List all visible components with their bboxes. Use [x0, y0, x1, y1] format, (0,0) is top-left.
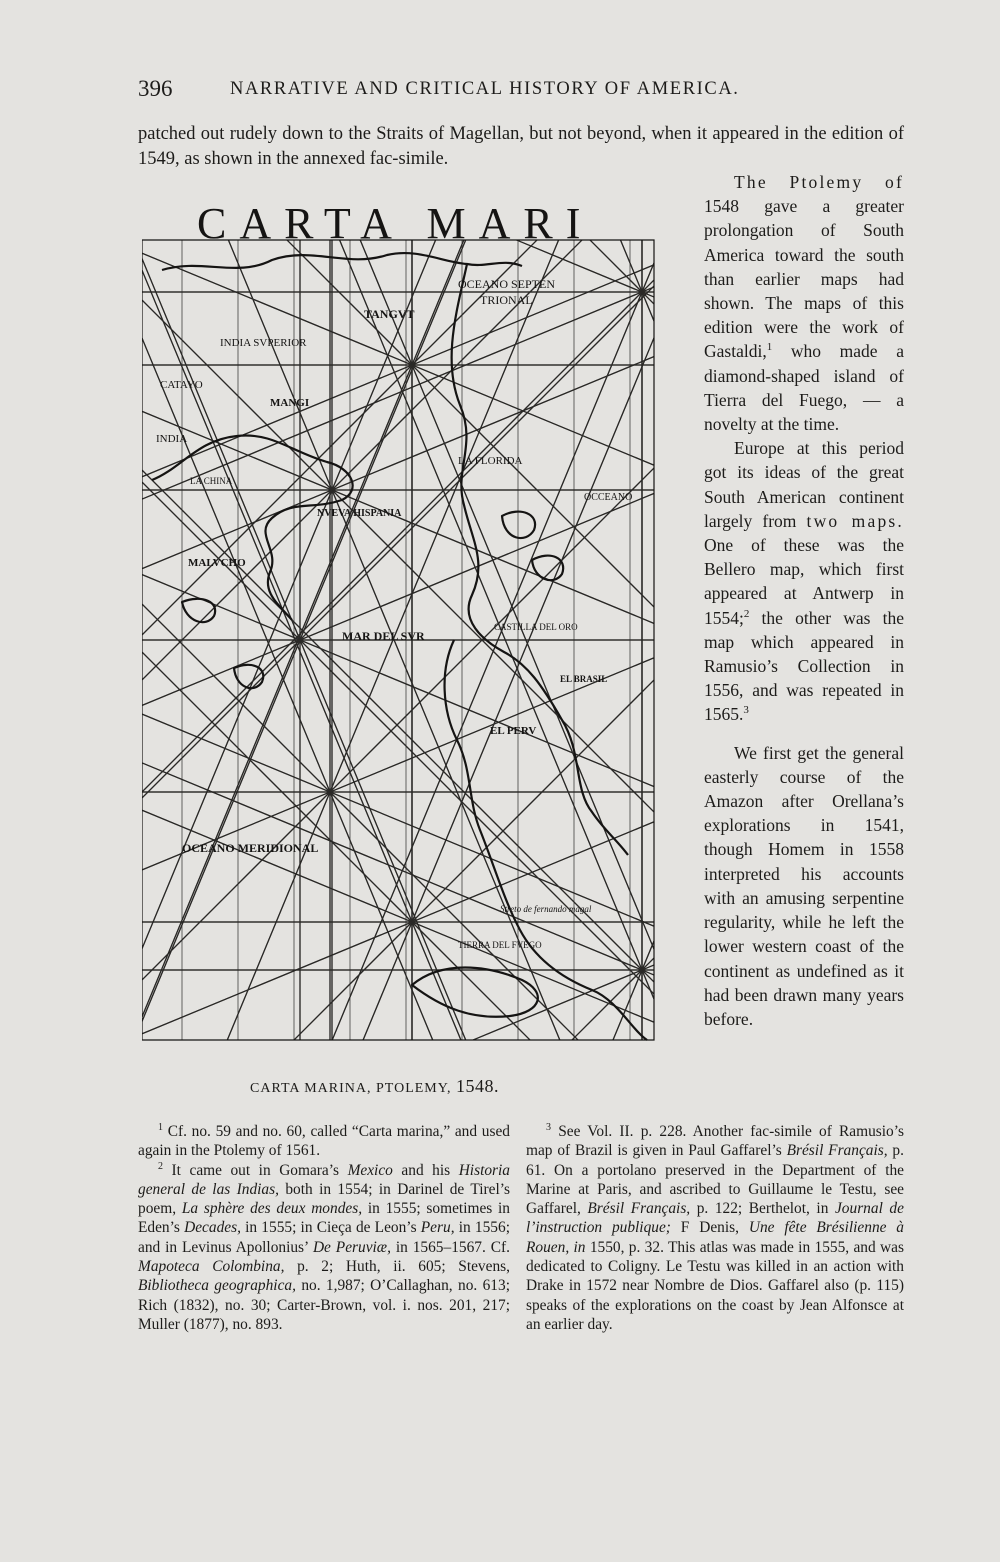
side-p1-text: 1548 gave a greater prolongation of South America toward the south than earlier maps had shown. The maps of this edition were the work of Gastaldi,: [704, 196, 904, 362]
carta-marina-map: [142, 200, 662, 1070]
side-p2-text-b: One of these was the Bellero map, which first appeared at Antwerp in 1554;: [704, 535, 904, 628]
side-p2-text: Europe at this period got its ideas of the great South American continent largely from: [704, 438, 904, 531]
footnote-3: [526, 1122, 904, 1334]
map-label: TANGVT: [364, 307, 415, 321]
footnote-title: Bibliotheca geographica,: [138, 1277, 296, 1295]
rhumb-line: [294, 680, 654, 1040]
page-number: 396: [138, 76, 173, 101]
footnote-text: and his: [401, 1161, 451, 1179]
side-p1-text-end: who made a diamond-shaped island of Tierra del Fuego, — a novelty at the time.: [704, 341, 904, 435]
running-title: NARRATIVE AND CRITICAL HISTORY OF AMERICA.: [230, 79, 740, 99]
rhumb-line: [142, 763, 654, 975]
figure-caption: [250, 1076, 499, 1097]
footnote-number: 2: [158, 1160, 163, 1172]
island-coast: [182, 599, 215, 622]
footnote-text: p. 2; Huth, ii. 605; Stevens,: [297, 1258, 510, 1276]
footnote-ref[interactable]: 2: [743, 607, 750, 620]
footnote-2: [138, 1161, 510, 1335]
footnote-title: Mapoteca Colombina,: [138, 1258, 285, 1276]
map-label: LA FLORIDA: [458, 455, 523, 467]
footnote-title: Decades,: [184, 1219, 241, 1237]
footnote-text: It came out in Gomara’s: [171, 1161, 340, 1179]
footnote-title: Une fête Brésilienne à Rouen, in: [526, 1219, 905, 1256]
footnote-title: Historia general de las Indias,: [138, 1161, 510, 1198]
footnote-text: no. 1,987; O’Callaghan, no. 613; Rich (1832), no. 30; Carter-Brown, vol. i. nos. 201, 217; Muller (1877), no. 893.: [138, 1277, 510, 1333]
footnote-number: 1: [158, 1121, 163, 1133]
rhumb-line: [142, 357, 654, 569]
map-label: Streto de fernando magal: [500, 904, 592, 914]
footnote-title: La sphère des deux mondes,: [181, 1200, 363, 1218]
footnote-ref[interactable]: 3: [743, 704, 749, 717]
rhumb-line: [142, 253, 654, 465]
north-america-coastline: [452, 264, 628, 855]
footnote-number: 3: [546, 1121, 551, 1133]
footnote-1: [138, 1122, 510, 1161]
map-label: NVEVA HISPANIA: [317, 508, 402, 519]
map-label: EL BRASIL: [560, 674, 608, 684]
rhumb-line: [142, 286, 654, 798]
side-p2-text-c: the other was the map which appeared in Ramusio’s Collection in 1556, and was repeated in 1565.: [704, 607, 904, 725]
map-label: MANGI: [270, 397, 310, 409]
rhumb-line: [340, 240, 654, 999]
north-coastline: [162, 253, 522, 270]
footnote-text: p. 122; Berthelot, in: [696, 1200, 829, 1218]
rhumb-line: [142, 280, 654, 792]
island-coast: [502, 512, 535, 538]
footnote-title: Brésil Français,: [587, 1200, 691, 1218]
footnote-title: Journal de l’instruction publique;: [526, 1200, 904, 1237]
footnotes-right: [526, 1122, 904, 1334]
footnote-text: F Denis,: [680, 1219, 739, 1237]
rhumb-line: [360, 240, 654, 949]
footnote-text: 1550, p. 32. This atlas was made in 1555, and was dedicated to Coligny. Le Testu was killed in an action with Drake in 1572 near Nombre de Dios. Gaffarel also (p. 115) speaks of the explorations on the coast by Jean Alfonsce at an earlier day.: [526, 1238, 904, 1333]
map-label: INDIA: [156, 433, 188, 445]
rhumb-line: [590, 240, 654, 304]
map-label: OCEANO MERIDIONAL: [182, 841, 319, 855]
map-label: EL PERV: [490, 725, 537, 737]
side-p1-lead: The Ptolemy of: [734, 172, 904, 192]
footnote-text: p. 61. On a portolano preserved in the Department of the Marine at Paris, and ascribed to Guillaume le Testu, see Gaffarel,: [526, 1142, 904, 1218]
rhumb-line: [332, 263, 654, 1040]
map-label: OCEANO SEPTEN: [458, 277, 556, 291]
map-title: CARTA MARI: [197, 200, 594, 248]
footnote-text: Cf. no. 59 and no. 60, called “Carta marina,” and used again in the Ptolemy of 1561.: [138, 1123, 510, 1160]
map-label: OCCEANO: [584, 492, 633, 503]
footnote-ref[interactable]: 1: [766, 341, 773, 354]
footnotes-left: [138, 1122, 510, 1334]
footnote-title: Mexico: [347, 1161, 393, 1179]
map-label: INDIA SVPERIOR: [220, 337, 307, 349]
rhumb-line: [287, 240, 654, 607]
rhumb-line: [142, 714, 654, 926]
rhumb-line: [142, 300, 654, 812]
map-label: TIERRA DEL FVEGO: [458, 940, 542, 950]
side-p2-tracked: two maps.: [806, 510, 904, 531]
map-label: LA CHINA: [190, 476, 233, 486]
rhumb-line: [613, 941, 654, 1040]
caption-year: 1548.: [456, 1076, 500, 1096]
map-figure: [142, 200, 662, 1070]
side-column: [704, 170, 904, 1031]
footnote-text: in 1555; in Cieça de Leon’s: [245, 1219, 417, 1237]
rhumb-line: [142, 259, 466, 1040]
footnote-title: De Peruviæ,: [312, 1238, 391, 1256]
footnote-text: in 1565–1567. Cf.: [395, 1238, 510, 1256]
intro-paragraph: patched out rudely down to the Straits of Magellan, but not beyond, when it appeared in the edition of 1549, as shown in the annexed fac-simile.: [138, 124, 904, 169]
map-label: CASTILLA DEL ORO: [494, 622, 578, 632]
footnote-text: both in 1554; in Darinel de Tirel’s poem,: [138, 1180, 510, 1218]
map-label: CATAYO: [160, 379, 203, 391]
caption-text: CARTA MARINA, PTOLEMY,: [250, 1081, 452, 1096]
rhumb-line: [363, 338, 654, 1040]
running-head: [138, 76, 918, 106]
tierra-del-fuego-coast: [412, 968, 538, 1017]
side-paragraph-3: We first get the general easterly course of the Amazon after Orellana’s explorations in 1541, though Homem in 1558 interpreted his accounts with an amusing serpentine regularity, while he left the lower western coast of the continent as undefined as it had been drawn many years before.: [704, 742, 904, 1029]
footnote-text: See Vol. II. p. 228. Another fac-simile of Ramusio’s map of Brazil is given in Paul Gaffarel’s: [526, 1123, 904, 1160]
map-label: TRIONAL: [480, 293, 533, 307]
footnote-title: Peru,: [420, 1219, 455, 1237]
footnote-title: Brésil Français,: [786, 1142, 888, 1160]
footnote-text: in 1555; sometimes in Eden’s: [138, 1200, 511, 1237]
side-paragraph-2: [704, 436, 904, 726]
map-label: MALVCHO: [188, 557, 246, 569]
map-label: MAR DEL SVR: [342, 629, 425, 643]
side-paragraph-1: [704, 170, 904, 436]
footnote-text: in 1556; and in Levinus Apollonius’: [138, 1219, 510, 1256]
